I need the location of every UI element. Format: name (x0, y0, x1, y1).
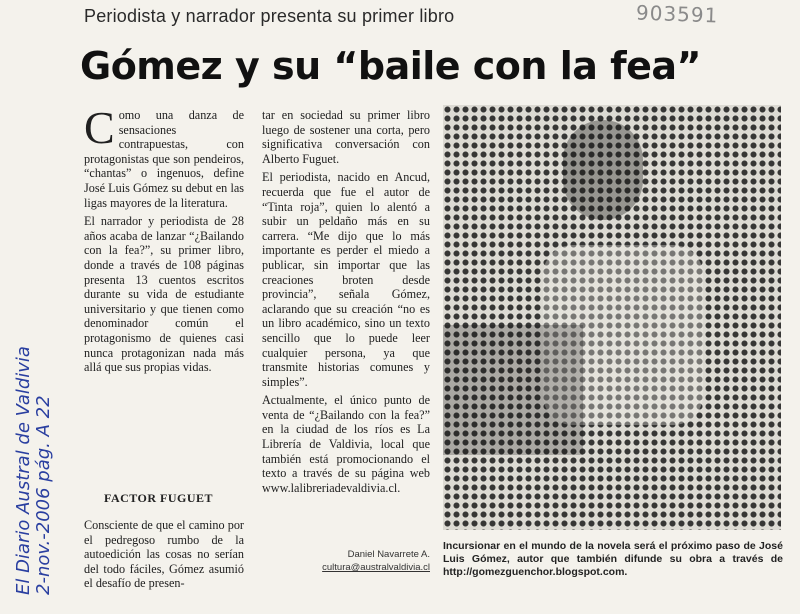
paragraph-2: El narrador y periodista de 28 años acaba de lanzar “¿Bailando con la fea?”, su primer libro, donde a través de 108 páginas presenta 13 cuentos escritos durante su vida de estudiante universitario y que tienen como denominador común el protagonismo de quienes casi nunca protagonizan nada más allá que sus propias vidas. (84, 214, 244, 375)
paragraph-5: El periodista, nacido en Ancud, recuerda que fue el autor de “Tinta roja”, quien lo alentó a subir un peldaño más en su carrera. “Me dijo que lo más importante es perder el miedo a publicar, sin importar que las creaciones broten desde provincia”, señala Gómez, aclarando que su creación “no es un libro académico, sino un texto sencillo que lo puede leer cualquier persona, ya que transmite historias comunes y simples”. (262, 170, 430, 389)
headline: Gómez y su “baile con la fea” (80, 44, 702, 88)
dropcap: C (84, 102, 115, 153)
paragraph-1 (84, 102, 244, 210)
paragraph-4: tar en sociedad su primer libro luego de sostener una corta, pero significativa conversación con Alberto Fuguet. (262, 108, 430, 166)
byline (322, 548, 430, 574)
handwritten-line-1: El Diario Austral de Valdivia (13, 346, 34, 595)
handwritten-source-note (14, 125, 54, 595)
paragraph-3: Consciente de que el camino por el pedregoso rumbo de la autoedición las cosas no serían del todo fáciles, Gómez asumió el desafío de presen- (84, 518, 244, 591)
handwritten-line-2: 2-nov.-2006 pág. A 22 (33, 395, 54, 595)
subhead: FACTOR FUGUET (104, 491, 214, 505)
byline-email: cultura@australvaldivia.cl (322, 562, 430, 573)
kicker: Periodista y narrador presenta su primer libro (84, 6, 455, 26)
article-column-1-continued (84, 518, 244, 595)
author-photo (443, 105, 781, 530)
article-column-1 (84, 102, 244, 379)
byline-author: Daniel Navarrete A. (347, 549, 430, 560)
photo-chair-shape (443, 325, 583, 455)
paragraph-6: Actualmente, el único punto de venta de “¿Bailando con la fea?” en la ciudad de los ríos es La Librería de Valdivia, local que también está promocionando el texto a través de su página web www.lalibreriadevaldivia.cl. (262, 393, 430, 495)
archive-reference-number: 903591 (635, 0, 719, 28)
photo-caption: Incursionar en el mundo de la novela será el próximo paso de José Luis Gómez, autor que también difunde su obra a través de http://gomezguenchor.blogspot.com. (443, 540, 783, 578)
photo-head-shape (563, 120, 643, 220)
paragraph-1-text: omo una danza de sensaciones contrapuestas, con protagonistas que son pendeiros, “chantas” o ingenuos, define José Luis Gómez su debut en las ligas mayores de la literatura. (84, 108, 244, 210)
article-column-2 (262, 108, 430, 499)
